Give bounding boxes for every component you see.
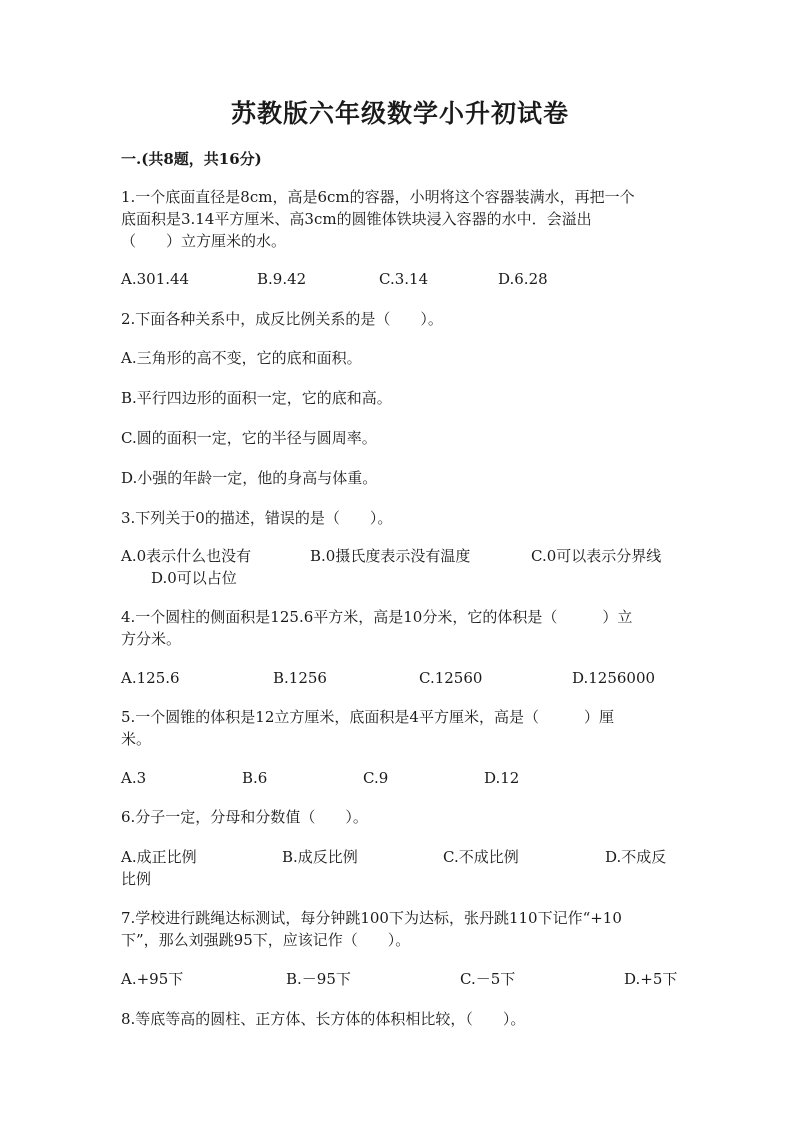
question-1-option-a: A.301.44 (121, 270, 190, 288)
question-7-option-a: A.+95下 (121, 970, 184, 988)
page-title: 苏教版六年级数学小升初试卷 (230, 99, 569, 128)
question-4-option-b: B.1256 (273, 669, 327, 687)
question-6-option-c: C.不成比例 (443, 848, 519, 866)
question-7-option-d: D.+5下 (624, 970, 678, 988)
question-1-option-d: D.6.28 (498, 270, 548, 288)
question-7-line-2: 下”，那么刘强跳95下，应该记作（ ）。 (121, 931, 411, 949)
question-3-option-a: A.0表示什么也没有 (121, 547, 252, 565)
question-3-stem: 3.下列关于0的描述，错误的是（ ）。 (121, 509, 393, 527)
question-2-option-c: C.圆的面积一定，它的半径与圆周率。 (121, 429, 377, 447)
question-6-option-d-wrap: 比例 (121, 870, 152, 888)
question-4-line-1: 4.一个圆柱的侧面积是125.6平方米，高是10分米，它的体积是（ ）立 (121, 608, 633, 626)
question-5-option-c: C.9 (363, 769, 389, 787)
question-4-line-2: 方分米。 (121, 630, 182, 648)
question-6-option-d: D.不成反 (605, 848, 667, 866)
question-5-option-a: A.3 (121, 769, 147, 787)
question-4-option-c: C.12560 (419, 669, 483, 687)
question-2-option-b: B.平行四边形的面积一定，它的底和高。 (121, 389, 392, 407)
question-1-line-1: 1.一个底面直径是8cm，高是6cm的容器，小明将这个容器装满水，再把一个 (121, 188, 635, 206)
question-1-line-2: 底面积是3.14平方厘米、高3cm的圆锥体铁块浸入容器的水中．会溢出 (121, 210, 592, 228)
question-3-option-b: B.0摄氏度表示没有温度 (310, 547, 471, 565)
question-2-stem: 2.下面各种关系中，成反比例关系的是（ ）。 (121, 310, 443, 328)
question-5-option-b: B.6 (242, 769, 268, 787)
question-5-line-1: 5.一个圆锥的体积是12立方厘米，底面积是4平方厘米，高是（ ）厘 (121, 708, 614, 726)
question-2-option-d: D.小强的年龄一定，他的身高与体重。 (121, 469, 378, 487)
question-1-option-c: C.3.14 (379, 270, 429, 288)
question-8-stem: 8.等底等高的圆柱、正方体、长方体的体积相比较，（ ）。 (121, 1010, 526, 1028)
question-5-option-d: D.12 (484, 769, 520, 787)
question-4-option-a: A.125.6 (121, 669, 180, 687)
question-7-line-1: 7.学校进行跳绳达标测试，每分钟跳100下为达标，张丹跳110下记作“+10 (121, 909, 622, 927)
question-7-option-c: C.－5下 (460, 970, 516, 988)
question-5-line-2: 米。 (121, 730, 152, 748)
section-heading: 一.(共8题，共16分) (121, 150, 262, 168)
question-3-option-d: D.0可以占位 (151, 569, 237, 587)
question-1-line-3: （ ）立方厘米的水。 (121, 232, 287, 250)
question-4-option-d: D.1256000 (572, 669, 656, 687)
question-2-option-a: A.三角形的高不变，它的底和面积。 (121, 349, 362, 367)
question-3-option-c: C.0可以表示分界线 (531, 547, 662, 565)
question-6-stem: 6.分子一定，分母和分数值（ ）。 (121, 808, 368, 826)
question-6-option-a: A.成正比例 (121, 848, 197, 866)
question-6-option-b: B.成反比例 (282, 848, 358, 866)
question-7-option-b: B.－95下 (286, 970, 351, 988)
question-1-option-b: B.9.42 (257, 270, 307, 288)
